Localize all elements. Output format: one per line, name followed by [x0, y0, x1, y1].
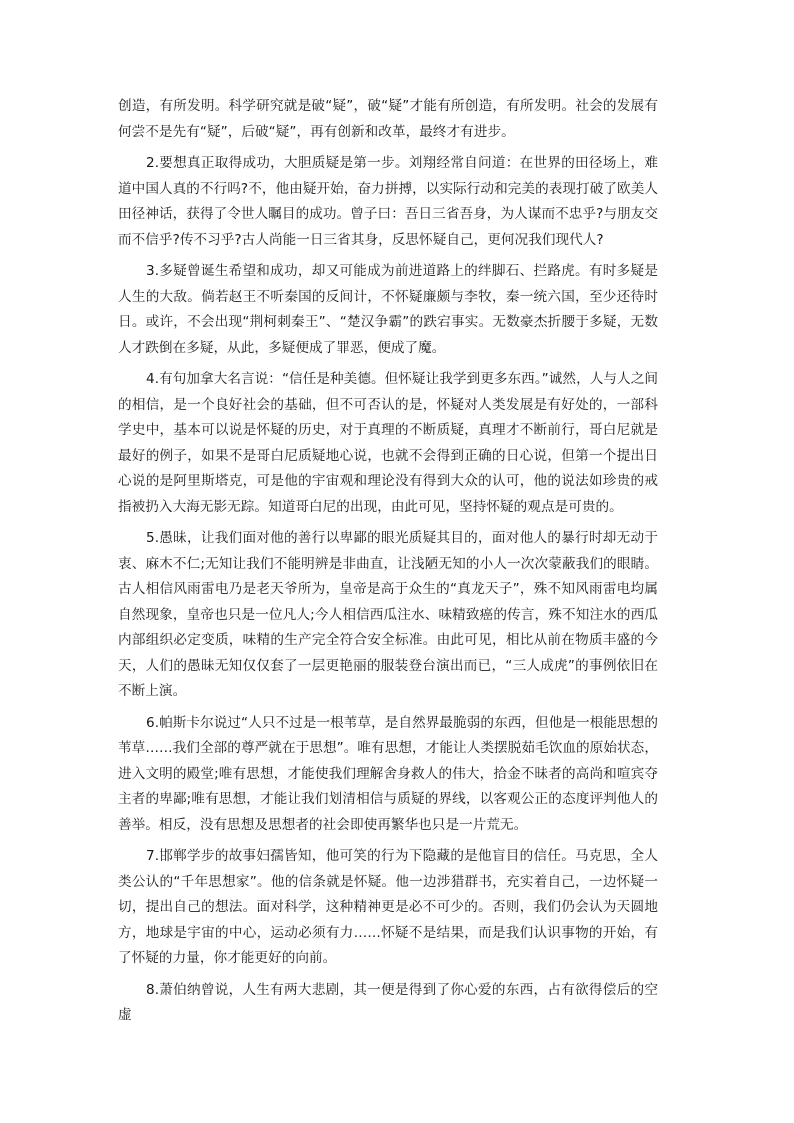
paragraph-2: 2.要想真正取得成功，大胆质疑是第一步。刘翔经常自问道：在世界的田径场上，难道中国人真的不行吗?不，他由疑开始，奋力拼搏，以实际行动和完美的表现打破了欧美人田径神话，获得了令世人瞩目的成功。曾子曰：吾日三省吾身，为人谋而不忠乎?与朋友交而不信乎?传不习乎?古人尚能一日三省其身，反思怀疑自己，更何况我们现代人? — [118, 155, 658, 248]
document-page — [118, 94, 658, 1035]
paragraph-continuation: 创造，有所发明。科学研究就是破“疑”，破“疑”才能有所创造，有所发明。社会的发展有何尝不是先有“疑”，后破“疑”，再有创新和改革，最终才有进步。 — [118, 98, 658, 140]
paragraph-3: 3.多疑曾诞生希望和成功，却又可能成为前进道路上的绊脚石、拦路虎。有时多疑是人生的大敌。倘若赵王不听秦国的反间计，不怀疑廉颇与李牧，秦一统六国，至少还待时日。或许，不会出现“荆柯刺秦王”、“楚汉争霸”的跌宕事实。无数豪杰折腰于多疑，无数人才跌倒在多疑，从此，多疑便成了罪恶，便成了魔。 — [118, 263, 658, 356]
paragraph-6: 6.帕斯卡尔说过“人只不过是一根苇草，是自然界最脆弱的东西，但他是一根能思想的苇草……我们全部的尊严就在于思想”。唯有思想，才能让人类摆脱茹毛饮血的原始状态，进入文明的殿堂;唯有思想，才能使我们理解舍身救人的伟大，拾金不昧者的高尚和喧宾夺主者的卑鄙;唯有思想，才能让我们划清相信与质疑的界线，以客观公正的态度评判他人的善举。相反，没有思想及思想者的社会即使再繁华也只是一片荒无。 — [118, 714, 658, 833]
paragraph-7: 7.邯郸学步的故事妇孺皆知，他可笑的行为下隐藏的是他盲目的信任。马克思，全人类公认的“千年思想家”。他的信条就是怀疑。他一边涉猎群书，充实着自己，一边怀疑一切，提出自己的想法。面对科学，这种精神更是必不可少的。否则，我们仍会认为天圆地方，地球是宇宙的中心，运动必须有力……怀疑不是结果，而是我们认识事物的开始，有了怀疑的力量，你才能更好的向前。 — [118, 848, 658, 966]
paragraph-8: 8.萧伯纳曾说，人生有两大悲剧，其一便是得到了你心爱的东西，占有欲得偿后的空虚 — [118, 981, 658, 1023]
paragraph-4: 4.有句加拿大名言说：“信任是种美德。但怀疑让我学到更多东西。”诚然，人与人之间的相信，是一个良好社会的基础，但不可否认的是，怀疑对人类发展是有好处的，一部科学史中，基本可以说是怀疑的历史，对于真理的不断质疑，真理才不断前行，哥白尼就是最好的例子，如果不是哥白尼质疑地心说，也就不会得到正确的日心说，但第一个提出日心说的是阿里斯塔克，可是他的宇宙观和理论没有得到大众的认可，他的说法如珍贵的戒指被扔入大海无影无踪。知道哥白尼的出现，由此可见，坚持怀疑的观点是可贵的。 — [118, 371, 658, 515]
paragraph-5: 5.愚昧，让我们面对他的善行以卑鄙的眼光质疑其目的，面对他人的暴行时却无动于衷、麻木不仁;无知让我们不能明辨是非曲直，让浅陋无知的小人一次次蒙蔽我们的眼睛。古人相信风雨雷电乃是老天爷所为，皇帝是高于众生的“真龙天子”，殊不知风雨雷电均属自然现象，皇帝也只是一位凡人;今人相信西瓜注水、味精致癌的传言，殊不知注水的西瓜内部组织必定变质，味精的生产完全符合安全标准。由此可见，相比从前在物质丰盛的今天，人们的愚昧无知仅仅套了一层更艳丽的服装登台演出而已，“三人成虎”的事例依旧在不断上演。 — [118, 530, 658, 699]
